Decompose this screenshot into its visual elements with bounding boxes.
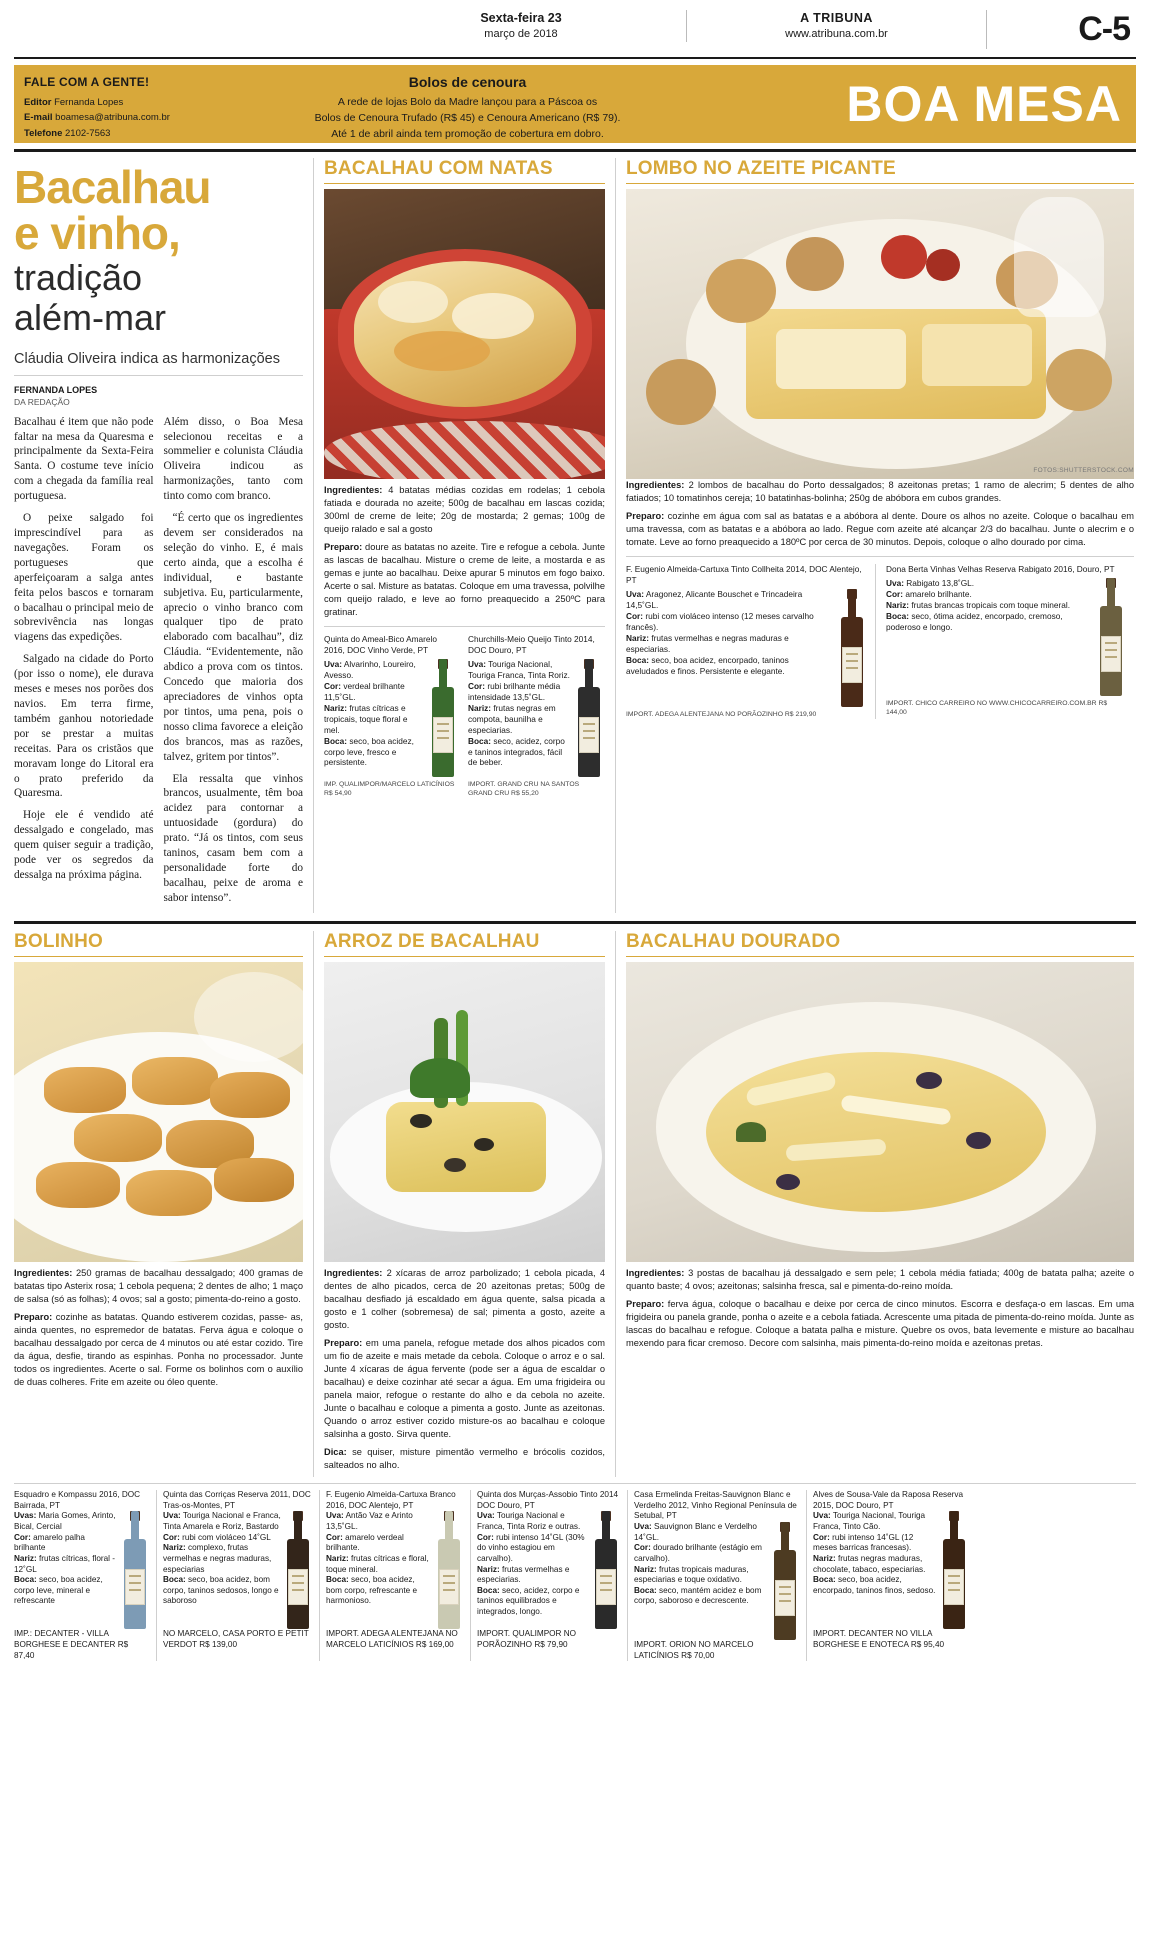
spec-value: seco, boa acidez, bom corpo, taninos sedosos, longo e saboroso [163, 1575, 279, 1606]
spec-key: Boca: [886, 610, 910, 621]
paragraph: O peixe salgado foi imprescindível para as navegações. Foram os portugueses que aperfeiçoaram a salga antes feita pelos bascos e tornaram o bacalhau o principal meio de sobrevivência nas longas viagens das expedições. [14, 512, 154, 644]
article-body-col-2 [164, 415, 304, 913]
wine-name: Churchills-Meio Queijo Tinto 2014, DOC Douro, PT [468, 634, 595, 656]
prepare-text: cozinhe as batatas. Quando estiverem cozidas, passe- as, ainda quentes, no espremedor de batatas. Ferva água e coloque o bacalhau dessalgado por cerca de 4 minutos ou até estar cozido. Tire da água, desfie, tirando as espinhas. Ponha no processador. Junte todos os ingredientes. Acerte o sal. Forme os bolinhos com o auxílio de duas colheres. Frite em azeite ou óleo quente. [14, 1311, 303, 1387]
section-band [14, 65, 1136, 143]
wine-bottle-icon [574, 659, 604, 777]
wine-card [626, 564, 876, 719]
dish-photo-dourado [626, 962, 1134, 1262]
contact-email-label: E-mail [24, 112, 53, 124]
spec-key: Cor: [634, 1543, 651, 1553]
wine-spec [326, 1533, 432, 1554]
photo-credit: FOTOS:SHUTTERSTOCK.COM [1033, 467, 1134, 474]
wine-card [464, 634, 604, 798]
spec-value: frutas vermelhas e especiarias. [477, 1564, 570, 1585]
wine-list-bottom [14, 1483, 1136, 1661]
spec-key: Nariz: [477, 1564, 500, 1574]
spec-key: Boca: [634, 1585, 657, 1595]
tip-label: Dica: [324, 1446, 347, 1457]
spec-value: seco, mantém acidez e bom corpo, saboroso e decrescente. [634, 1585, 762, 1606]
wine-card [628, 1490, 806, 1661]
spec-key: Cor: [813, 1532, 830, 1542]
masthead-date-sub: março de 2018 [484, 27, 558, 40]
prepare [324, 1337, 605, 1441]
ingredients-label: Ingredientes: [14, 1267, 73, 1278]
contact-email [24, 110, 219, 125]
article-body [14, 415, 303, 913]
wine-spec [886, 578, 1092, 589]
prepare [324, 541, 605, 619]
bottom-section [14, 921, 1136, 1477]
spec-value: Antão Vaz e Arinto 13,5˚GL. [326, 1511, 413, 1531]
paragraph: Ela ressalta que vinhos brancos, usualmente, têm boa acidez para contornar a untuosidade (gordura) do prato. “Já os tintos, com seus taninos, casam bem com a personalidade forte do bacalhau, peixe de aroma e sabor intenso”. [163, 772, 303, 904]
dish-title: ARROZ DE BACALHAU [324, 931, 605, 957]
spec-value: frutas cítricas, floral - 12˚GL [14, 1553, 116, 1574]
wine-body [468, 659, 604, 777]
wine-spec [477, 1533, 589, 1565]
spec-value: frutas brancas tropicais com toque mineral. [909, 599, 1071, 610]
promo-title: Bolos de cenoura [408, 74, 527, 90]
ingredients-text: 2 lombos de bacalhau do Porto dessalgados; 8 azeitonas pretas; 1 ramo de alecrim; 5 dentes de alho fatiados; 10 tomatinhos cereja; 10 batatinhas-bolinha; 250g de abóbora em cubos grandes. [626, 480, 1134, 504]
prepare-label: Preparo: [626, 1298, 665, 1309]
wine-card [876, 564, 1126, 719]
spec-value: Touriga Nacional e Franca, Tinta Amarela e Roriz, Bastardo [163, 1511, 281, 1531]
wine-spec [813, 1554, 937, 1575]
byline-dept: DA REDAÇÃO [14, 396, 70, 407]
prepare-text: em uma panela, refogue metade dos alhos picados com um fio de azeite e mais metade da cebola. Coloque o arroz e o sal. Junte 4 xícaras de água fervente (pode ser a água de escaldar o bacalhau) e deixe cozinhar até secar a água. Em uma frigideira ou panela maior, refogue o restante do alho e da cebola no azeite. Junte o bacalhau e coloque a pimenta a gosto. Junte as azeitonas. Quando o arroz estiver cozido misture-os ao bacalhau e coloque salsinha a gosto. Sirva quente. [324, 1337, 605, 1439]
spec-value: Rabigato 13,8˚GL. [903, 578, 975, 589]
wine-spec [324, 703, 424, 736]
wine-importer: IMPORT. ORION NO MARCELO LATICÍNIOS R$ 70,00 [634, 1639, 754, 1660]
spec-key: Uva: [634, 1521, 652, 1531]
spec-key: Boca: [626, 654, 650, 665]
spec-value: dourado brilhante (estágio em carvalho). [634, 1543, 762, 1563]
wine-spec [634, 1543, 768, 1564]
wine-spec [813, 1533, 937, 1554]
wine-specs [886, 578, 1094, 696]
spec-key: Nariz: [14, 1553, 37, 1563]
wine-spec [326, 1554, 432, 1575]
dish-recipe-bolinho [14, 1267, 303, 1389]
paragraph: Bacalhau é item que não pode faltar na mesa da Quaresma e principalmente da Sexta-Feira Santa. O costume teve início com a chegada da família real portuguesa. [14, 415, 154, 503]
spec-value: rubi intenso 14˚GL (12 meses barricas francesas). [813, 1532, 914, 1553]
wine-spec [813, 1575, 937, 1596]
ingredients-text: 250 gramas de bacalhau dessalgado; 400 gramas de batatas tipo Asterix rosa; 1 cebola pequena; 2 dentes de alho; 1 maço de salsa (só as folhas); 4 ovos; sal a gosto; pimenta-do-reino a gosto. [14, 1267, 303, 1304]
ingredients-text: 2 xícaras de arroz parbolizado; 1 cebola picada, 4 dentes de alho picados, cerca de 20 azeitonas pretas; 500g de bacalhau desfiado já escaldado em água quente, salsa picada a gosto e 1 colher (sobremesa) de sal; pimenta a gosto, azeite a gosto. [324, 1267, 605, 1330]
ingredients-text: 3 postas de bacalhau já dessalgado e sem pele; 1 cebola média fatiada; 400g de batata palha; azeite o quanto baste; 4 ovos; azeitonas; salsinha fresca, sal e pimenta-do-reino moída. [626, 1267, 1134, 1291]
page-title [14, 161, 303, 259]
spec-value: frutas negras em compota, baunilha e especiarias. [468, 702, 556, 735]
wine-card [14, 1490, 156, 1661]
wine-spec [326, 1575, 432, 1607]
promo-box [229, 65, 706, 143]
prepare-label: Preparo: [324, 542, 363, 553]
article-body-col-1 [14, 415, 154, 913]
spec-key: Boca: [477, 1585, 500, 1595]
dish-recipe-lombo [626, 479, 1134, 549]
contact-title: FALE COM A GENTE! [24, 75, 150, 89]
wine-spec [626, 633, 833, 655]
contact-editor-label: Editor [24, 97, 52, 109]
spec-key: Uva: [626, 588, 644, 599]
spec-key: Cor: [326, 1532, 343, 1542]
section-logo-box [706, 65, 1136, 143]
wine-name: Esquadro e Kompassu 2016, DOC Bairrada, PT [14, 1489, 141, 1510]
paper-site: www.atribuna.com.br [785, 27, 888, 40]
prepare [626, 1298, 1134, 1350]
ingredients-text: 4 batatas médias cozidas em rodelas; 1 cebola fatiada e dourada no azeite; 500g de bacalhau em lascas cozida; 300ml de creme de leite; 20g de mostarda; 2 gemas; 100g de queijo ralado e sal a gosto [324, 485, 606, 535]
top-section [14, 158, 1136, 913]
wine-bottle-icon [428, 659, 458, 777]
wine-name: Quinta do Ameal-Bico Amarelo 2016, DOC Vinho Verde, PT [324, 634, 437, 656]
paragraph: Além disso, o Boa Mesa selecionou receitas e a sommelier e colunista Cláudia Oliveira indicou as harmonizações, tanto com tinto como com branco. [163, 415, 303, 503]
spec-key: Nariz: [813, 1553, 836, 1563]
wine-importer: IMPORT. DECANTER NO VILLA BORGHESE E ENOTECA R$ 95,40 [813, 1629, 945, 1649]
wine-spec [477, 1511, 589, 1532]
promo-line-3: Até 1 de abril ainda tem promoção de cobertura em dobro. [331, 127, 604, 140]
wine-specs [326, 1511, 432, 1629]
contact-email-value[interactable]: boamesa@atribuna.com.br [55, 112, 170, 124]
ingredients-label: Ingredientes: [324, 485, 383, 495]
dish-column-arroz [314, 931, 616, 1477]
wine-importer: IMPORT. ADEGA ALENTEJANA NO PORÃOZINHO R$ 219,90 [626, 710, 817, 718]
wine-bottle-icon [837, 589, 867, 707]
paragraph: Hoje ele é vendido até dessalgado e congelado, mas quem quiser seguir a tradição, pode ver os segredos da dessalga na próxima página. [14, 809, 154, 881]
wine-bottle-icon [939, 1511, 969, 1629]
spec-key: Nariz: [163, 1543, 186, 1553]
wine-specs [634, 1522, 768, 1640]
spec-value: complexo, frutas vermelhas e negras maduras, especiarias [163, 1543, 272, 1574]
wine-card [324, 634, 464, 798]
wine-spec [324, 736, 424, 769]
spec-key: Cor: [14, 1532, 31, 1542]
wine-spec [163, 1575, 281, 1607]
wine-bottle-icon [434, 1511, 464, 1629]
paper-name: A TRIBUNA [800, 11, 873, 25]
spec-key: Cor: [626, 610, 644, 621]
wine-spec [477, 1586, 589, 1618]
dish-photo-bacalhau-natas [324, 189, 605, 479]
wine-spec [886, 600, 1092, 611]
spec-value: amarelo brilhante. [903, 588, 972, 599]
wine-importer: IMP.: DECANTER - VILLA BORGHESE E DECANTER R$ 87,40 [14, 1629, 129, 1660]
wine-bottle-icon [770, 1522, 800, 1640]
prepare-text: doure as batatas no azeite. Tire e refogue a cebola. Junte as lascas de bacalhau. Misture o creme de leite, a mostarda e as gemas e junte ao bacalhau. Deixe apurar 5 minutos em fogo baixo. Acerte o sal. Misture as batatas. Coloque em uma travessa, polvilhe com queijo ralado, e leve ao forno preaquecido a 250ºC para gratinar. [324, 542, 605, 618]
wine-card [157, 1490, 319, 1661]
spec-value: seco, boa acidez, bom corpo, refrescante e harmonioso. [326, 1575, 418, 1606]
wine-spec [468, 736, 570, 769]
wine-name: Dona Berta Vinhas Velhas Reserva Rabigato 2016, Douro, PT [886, 564, 1115, 575]
spec-value: seco, acidez, corpo e taninos integrados, fácil de beber. [468, 735, 565, 768]
dish-column-bolinho [14, 931, 314, 1477]
spec-key: Uva: [324, 659, 342, 670]
ingredients-label: Ingredientes: [626, 480, 685, 490]
wine-spec [468, 659, 570, 681]
section-logo: BOA MESA [846, 76, 1122, 132]
spec-value: Touriga Nacional, Touriga Franca, Tinta Roriz. [468, 659, 570, 680]
divider-top [14, 149, 1136, 152]
wine-card [320, 1490, 470, 1661]
spec-key: Boca: [163, 1575, 186, 1585]
spec-value: Aragonez, Alicante Bouschet e Trincadeira 14,5˚GL. [626, 588, 803, 610]
wine-body [324, 659, 458, 777]
spec-value: rubi intenso 14˚GL (30% do vinho estagiou em carvalho). [477, 1532, 585, 1563]
dish-title: LOMBO NO AZEITE PICANTE [626, 158, 1134, 184]
wine-card [471, 1490, 627, 1661]
spec-key: Uva: [886, 578, 904, 589]
wine-name: F. Eugenio Almeida-Cartuxa Branco 2016, DOC Alentejo, PT [326, 1489, 456, 1510]
headline-line-2: e vinho, [14, 207, 180, 259]
wine-spec [634, 1586, 768, 1607]
spec-key: Uva: [468, 659, 486, 670]
spec-key: Uva: [813, 1511, 831, 1521]
prepare [14, 1311, 303, 1389]
spec-key: Cor: [324, 680, 342, 691]
wine-name: Casa Ermelinda Freitas-Sauvignon Blanc e Verdelho 2012, Vinho Regional Península de Setubal, PT [634, 1489, 797, 1521]
promo-line-2: Bolos de Cenoura Trufado (R$ 45) e Cenoura Americano (R$ 79). [314, 111, 621, 124]
wine-importer: IMPORT. ADEGA ALENTEJANA NO MARCELO LATICÍNIOS R$ 169,00 [326, 1629, 458, 1649]
prepare-label: Preparo: [626, 511, 665, 522]
contact-phone [24, 126, 219, 141]
wine-spec [324, 681, 424, 703]
spec-key: Uva: [477, 1511, 495, 1521]
ingredients [324, 484, 605, 536]
wine-spec [14, 1533, 118, 1554]
wine-name: Quinta dos Murças-Assobio Tinto 2014 DOC Douro, PT [477, 1489, 619, 1510]
wine-bottle-icon [1096, 578, 1126, 696]
spec-key: Boca: [468, 735, 492, 746]
spec-key: Nariz: [468, 702, 492, 713]
wine-specs [626, 589, 835, 707]
contact-editor [24, 95, 219, 110]
wine-spec [886, 589, 1092, 600]
masthead-date-line: Sexta-feira 23 [480, 11, 562, 25]
wine-name: F. Eugenio Almeida-Cartuxa Tinto Collheita 2014, DOC Alentejo, PT [626, 564, 862, 586]
byline [14, 384, 303, 408]
spec-key: Cor: [163, 1532, 180, 1542]
spec-value: Alvarinho, Loureiro, Avesso. [324, 659, 416, 680]
spec-value: Sauvignon Blanc e Verdelho 14˚GL. [634, 1521, 757, 1542]
headline-line-3: tradição [14, 257, 143, 298]
dish-recipe-arroz [324, 1267, 605, 1472]
wine-specs [14, 1511, 118, 1629]
spec-key: Uva: [326, 1511, 344, 1521]
spec-value: seco, boa acidez, encorpado, taninos finos, sedoso. [813, 1575, 936, 1595]
spec-value: frutas vermelhas e negras maduras e especiarias. [626, 632, 789, 654]
page-number: C-5 [986, 10, 1136, 49]
wine-card [807, 1490, 975, 1661]
spec-value: Touriga Nacional, Touriga Franca, Tinto Cão. [813, 1511, 926, 1531]
wine-spec [163, 1533, 281, 1544]
prepare [626, 510, 1134, 549]
spec-value: seco, boa acidez, encorpado, taninos aveludados e finos. Persistente e elegante. [626, 654, 789, 676]
spec-value: frutas cítricas e tropicais, toque floral e mel. [324, 702, 408, 735]
dish-photo-bolinho [14, 962, 303, 1262]
wine-spec [14, 1554, 118, 1575]
spec-key: Uva: [163, 1511, 181, 1521]
spec-value: frutas cítricas e floral, toque mineral. [326, 1553, 429, 1574]
dish-recipe-dourado [626, 1267, 1134, 1350]
spec-key: Cor: [468, 680, 486, 691]
wine-spec [163, 1543, 281, 1575]
subheadline: Cláudia Oliveira indica as harmonizações [14, 351, 303, 376]
wine-specs [163, 1511, 281, 1629]
contact-phone-value: 2102-7563 [65, 127, 111, 139]
paragraph: Salgado na cidade do Porto (por isso o nome), ele durava meses e meses nos porões dos navios. Em terra firme, também ganhou notoriedade por se prestar a muitas receitas. Para os cristãos que moravam longe do Litoral era o prato preferido da Quaresma. [14, 653, 154, 800]
masthead-date [356, 10, 686, 42]
spec-key: Boca: [324, 735, 348, 746]
prepare-label: Preparo: [324, 1337, 363, 1348]
wine-specs [477, 1511, 589, 1629]
wine-spec [626, 589, 833, 611]
wine-spec [14, 1575, 118, 1607]
divider [626, 556, 1134, 557]
wine-spec [634, 1522, 768, 1543]
dish-column-dourado [616, 931, 1134, 1477]
spec-key: Nariz: [324, 702, 348, 713]
contact-phone-label: Telefone [24, 127, 63, 139]
headline-secondary [14, 258, 303, 337]
spec-key: Uvas: [14, 1511, 37, 1521]
masthead-paper [686, 10, 986, 42]
wine-specs [468, 659, 572, 777]
spec-key: Cor: [477, 1532, 494, 1542]
wine-spec [163, 1511, 281, 1532]
dish-column-lombo [616, 158, 1134, 913]
spec-value: frutas tropicais maduras, especiarias e toque oxidativo. [634, 1564, 749, 1585]
wine-specs [813, 1511, 937, 1629]
wine-spec [326, 1511, 432, 1532]
wine-bottle-icon [591, 1511, 621, 1629]
contact-box [14, 65, 229, 143]
wine-bottle-icon [120, 1511, 150, 1629]
spec-value: amarelo palha brilhante [14, 1532, 85, 1553]
wine-importer: IMPORT. CHICO CARREIRO NO WWW.CHICOCARREIRO.COM.BR R$ 144,00 [886, 700, 1108, 716]
wine-spec [14, 1511, 118, 1532]
spec-value: amarelo verdeal brilhante. [326, 1532, 404, 1553]
headline-line-4: além-mar [14, 296, 167, 338]
spec-key: Boca: [326, 1575, 349, 1585]
wine-spec [626, 655, 833, 677]
wine-name: Alves de Sousa-Vale da Raposa Reserva 2015, DOC Douro, PT [813, 1489, 964, 1510]
divider [324, 626, 605, 627]
ingredients [626, 1267, 1134, 1293]
dish-title: BOLINHO [14, 931, 303, 957]
ingredients [626, 479, 1134, 505]
wine-name: Quinta das Corriças Reserva 2011, DOC Tras-os-Montes, PT [163, 1489, 311, 1510]
tip-text: se quiser, misture pimentão vermelho e brócolis cozidos, salteados no alho. [324, 1446, 606, 1470]
wine-bottle-icon [283, 1511, 313, 1629]
wine-spec [626, 611, 833, 633]
spec-key: Boca: [813, 1575, 836, 1585]
spec-key: Cor: [886, 588, 904, 599]
wine-spec [468, 681, 570, 703]
wine-spec [813, 1511, 937, 1532]
dish-photo-lombo [626, 189, 1134, 479]
dish-column-natas [314, 158, 616, 913]
headline-line-1: Bacalhau [14, 161, 211, 213]
dish-title: BACALHAU DOURADO [626, 931, 1134, 957]
article-column [14, 158, 314, 913]
spec-key: Nariz: [626, 632, 650, 643]
spec-value: frutas negras maduras, chocolate, tabaco, especiarias. [813, 1553, 926, 1574]
prepare-label: Preparo: [14, 1311, 53, 1322]
wine-importer: NO MARCELO, CASA PORTO E PETIT VERDOT R$ 139,00 [163, 1629, 309, 1649]
wine-spec [477, 1565, 589, 1586]
wine-importer: IMP. QUALIMPOR/MARCELO LATICÍNIOS R$ 54,90 [324, 781, 455, 797]
promo-line-1: A rede de lojas Bolo da Madre lançou para a Páscoa os [337, 96, 598, 108]
wine-importer: IMPORT. GRAND CRU NA SANTOS GRAND CRU R$ 55,20 [468, 781, 580, 797]
wine-specs [324, 659, 426, 777]
dish-photo-arroz [324, 962, 605, 1262]
paragraph: “É certo que os ingredientes devem ser considerados na seleção do vinho. E, é mais certo ainda, que a escolha é individual, e bastante subjetiva. Eu, particularmente, aprecio o vinho branco com qualquer tipo de prato elaborado com bacalhau”, diz Cláudia. “Evidentemente, não abdico a prova com os tintos. Concedo que maioria dos apreciadores de vinhos opta por tintos, uma pena, pois o nosso clima favorece a eleição dos brancos, mas as razões, talvez, gritem por tintos”. [163, 512, 303, 763]
spec-key: Nariz: [326, 1553, 349, 1563]
wine-body [886, 578, 1126, 696]
spec-value: verdeal brilhante 11,5˚GL. [324, 680, 405, 702]
ingredients [14, 1267, 303, 1306]
wine-body [626, 589, 867, 707]
spec-value: seco, acidez, corpo e taninos equilibrados e integrados, longo. [477, 1585, 580, 1617]
wine-list-top-left [324, 634, 605, 798]
spec-key: Nariz: [634, 1564, 657, 1574]
wine-spec [468, 703, 570, 736]
ingredients-label: Ingredientes: [626, 1267, 685, 1278]
wine-list-top-right [626, 564, 1134, 719]
spec-value: seco, ótima acidez, encorpado, cremoso, poderoso e longo. [886, 610, 1063, 632]
ingredients-label: Ingredientes: [324, 1267, 383, 1278]
masthead [14, 0, 1136, 59]
contact-editor-value: Fernanda Lopes [54, 97, 124, 109]
byline-author: FERNANDA LOPES [14, 385, 98, 396]
spec-value: rubi com violáceo 14˚GL [179, 1532, 271, 1542]
spec-value: seco, boa acidez, corpo leve, fresco e persistente. [324, 735, 414, 768]
prepare-text: cozinhe em água com sal as batatas e a abóbora al dente. Doure os alhos no azeite. Coloque o bacalhau em uma travessa, com as batatas e a abóbora ao lado. Regue com azeite até alcançar 2/3 do bacalhau. Junte o alecrim e o tomate. Leve ao forno preaquecido a 180ºC por cerca de 30 minutos. Depois, coloque o alho dourado por cima. [626, 511, 1134, 548]
wine-spec [634, 1565, 768, 1586]
prepare-text: ferva água, coloque o bacalhau e deixe por cerca de cinco minutos. Escorra e desfaça-o em lascas. Em uma frigideira ou panela grande, ponha o azeite e a cebola fatiada. Acrescente uma pitada de pimenta-do-reino moída. Junte as lascas do bacalhau e refogue. Coloque a batata palha e misture. Quebre os ovos, bata levemente e misture ao bacalhau mexendo para ficar cremoso. Decore com salsinha, mais pimenta-do-reino moída e azeitonas pretas. [626, 1298, 1134, 1348]
spec-value: rubi com violáceo intenso (12 meses carvalho francês). [626, 610, 814, 632]
spec-key: Nariz: [886, 599, 910, 610]
wine-spec [324, 659, 424, 681]
spec-value: seco, boa acidez, corpo leve, mineral e refrescante [14, 1575, 103, 1606]
wine-spec [886, 611, 1092, 633]
wine-importer: IMPORT. QUALIMPOR NO PORÃOZINHO R$ 79,90 [477, 1629, 577, 1649]
dish-title: BACALHAU COM NATAS [324, 158, 605, 184]
tip [324, 1446, 605, 1472]
spec-key: Boca: [14, 1575, 37, 1585]
dish-recipe-natas [324, 484, 605, 619]
spec-value: Maria Gomes, Arinto, Bical, Cercial [14, 1511, 116, 1531]
spec-value: rubi brilhante média intensidade 13,5˚GL. [468, 680, 561, 702]
spec-value: Touriga Nacional e Franca, Tinta Roriz e outras. [477, 1511, 581, 1531]
ingredients [324, 1267, 605, 1332]
